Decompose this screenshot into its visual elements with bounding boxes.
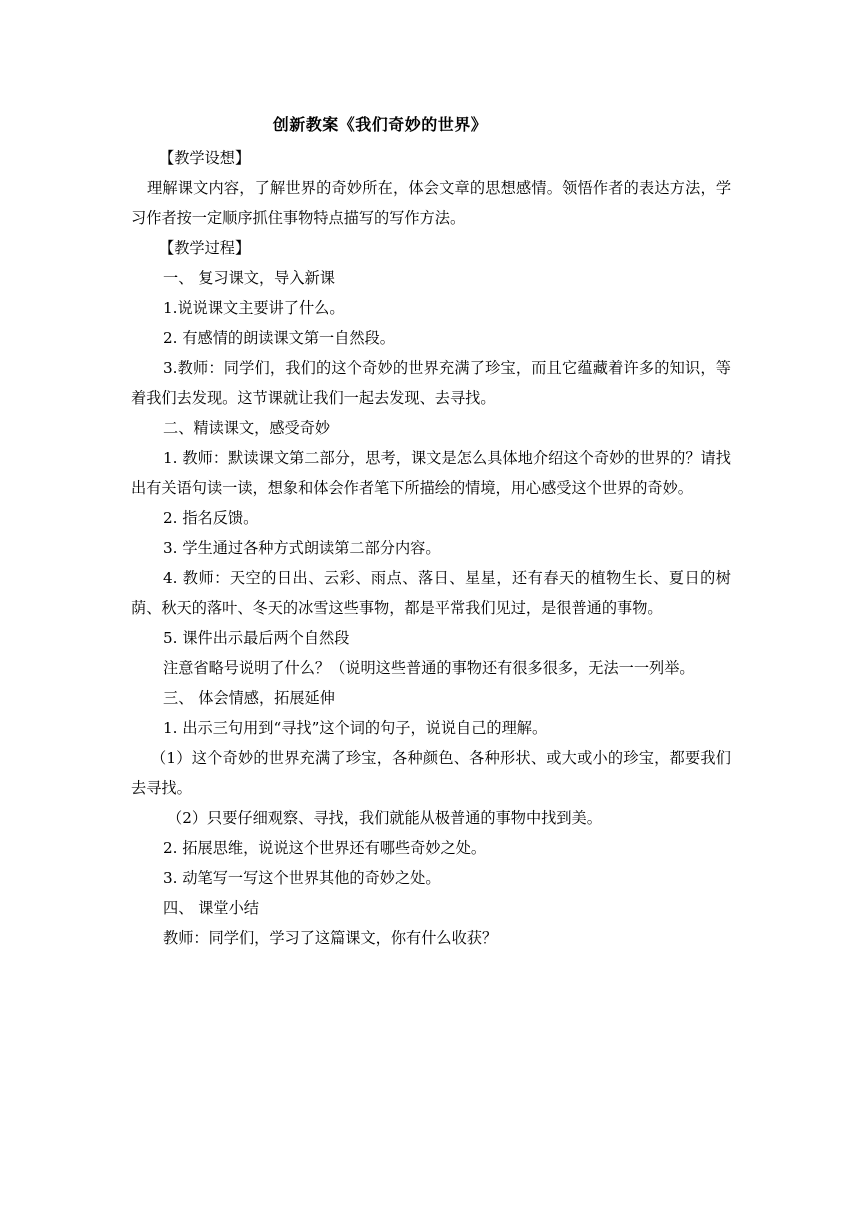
paragraph: （1）这个奇妙的世界充满了珍宝，各种颜色、各种形状、或大或小的珍宝，都要我们去寻找。 [131,749,731,797]
list-item: 2. 指名反馈。 [163,509,259,527]
paragraph: 4. 教师：天空的日出、云彩、雨点、落日、星星，还有春天的植物生长、夏日的树荫、秋天的落叶、冬天的冰雪这些事物，都是平常我们见过，是很普通的事物。 [131,569,731,617]
list-item: 1.说说课文主要讲了什么。 [163,299,345,317]
list-item: 3. 动笔写一写这个世界其他的奇妙之处。 [163,869,441,887]
paragraph: 3.教师：同学们，我们的这个奇妙的世界充满了珍宝，而且它蕴藏着许多的知识，等着我们去发现。这节课就让我们一起去发现、去寻找。 [131,359,731,407]
list-item: 2. 有感情的朗读课文第一自然段。 [163,329,395,347]
step-heading-2: 二、精读课文，感受奇妙 [163,419,331,437]
list-item: 5. 课件出示最后两个自然段 [163,629,350,647]
list-item: （2）只要仔细观察、寻找，我们就能从极普通的事物中找到美。 [167,809,602,827]
list-item: 教师：同学们，学习了这篇课文，你有什么收获？ [163,929,498,947]
paragraph-design: 理解课文内容，了解世界的奇妙所在，体会文章的思想感情。领悟作者的表达方法，学习作者按一定顺序抓住事物特点描写的写作方法。 [131,179,731,227]
section-heading-design: 【教学设想】 [159,149,251,167]
paragraph: 注意省略号说明了什么？（说明这些普通的事物还有很多很多，无法一一列举。 [163,659,695,677]
list-item: 3. 学生通过各种方式朗读第二部分内容。 [163,539,441,557]
section-heading-process: 【教学过程】 [159,239,251,257]
step-heading-4: 四、 课堂小结 [163,899,259,917]
paragraph: 1. 教师：默读课文第二部分，思考，课文是怎么具体地介绍这个奇妙的世界的？请找出有关语句读一读，想象和体会作者笔下所描绘的情境，用心感受这个世界的奇妙。 [131,449,731,497]
list-item: 1. 出示三句用到“寻找”这个词的句子，说说自己的理解。 [163,719,548,737]
document-body [0,143,860,953]
step-heading-3: 三、 体会情感，拓展延伸 [163,689,335,707]
document-title: 创新教案《我们奇妙的世界》 [272,115,488,134]
list-item: 2. 拓展思维，说说这个世界还有哪些奇妙之处。 [163,839,487,857]
step-heading-1: 一、 复习课文，导入新课 [163,269,335,287]
